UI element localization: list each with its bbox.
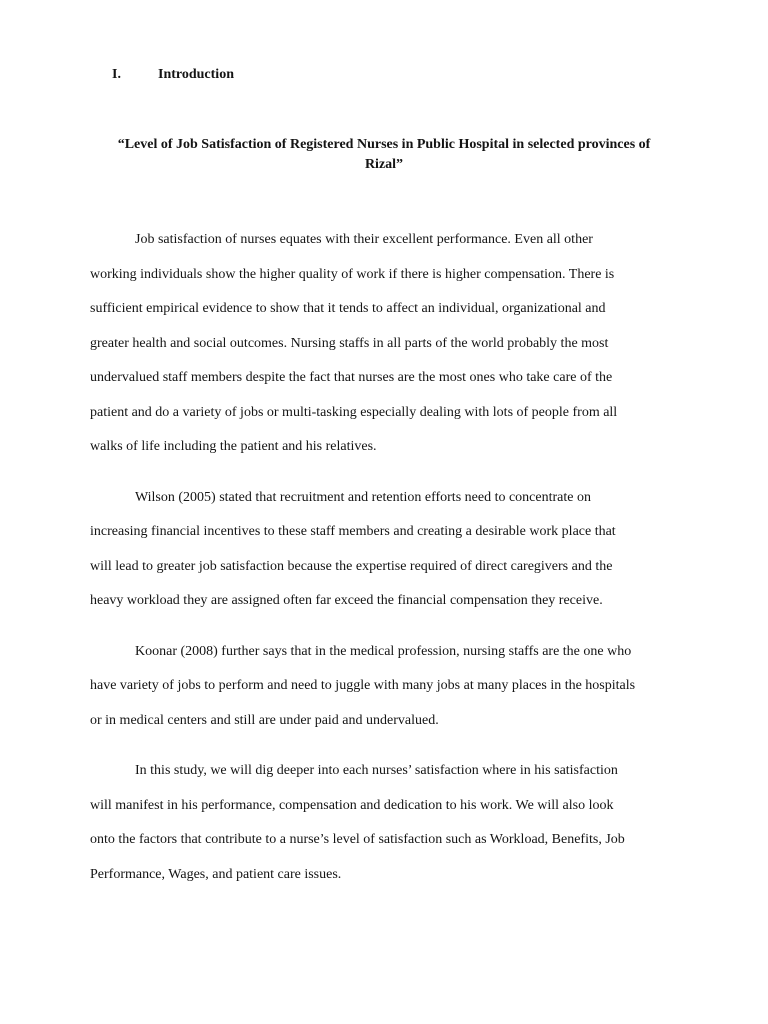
paragraph-line: greater health and social outcomes. Nursing staffs in all parts of the world probably the most bbox=[90, 335, 609, 351]
document-title-line: “Level of Job Satisfaction of Registered Nurses in Public Hospital in selected provinces of bbox=[117, 137, 651, 152]
paragraph-line: sufficient empirical evidence to show that it tends to affect an individual, organizational and bbox=[90, 301, 606, 316]
paragraph bbox=[90, 635, 690, 739]
paragraph bbox=[90, 754, 690, 892]
paragraph-line: will manifest in his performance, compensation and dedication to his work. We will also look bbox=[90, 797, 614, 813]
paragraph-line: Job satisfaction of nurses equates with their excellent performance. Even all other bbox=[135, 232, 593, 247]
document-title bbox=[86, 135, 682, 175]
paragraph-line: have variety of jobs to perform and need to juggle with many jobs at many places in the hospitals bbox=[90, 678, 636, 693]
paragraph-line: In this study, we will dig deeper into each nurses’ satisfaction where in his satisfaction bbox=[135, 763, 618, 778]
paragraph-line: undervalued staff members despite the fact that nurses are the most ones who take care of the bbox=[90, 370, 613, 385]
paragraph-line: will lead to greater job satisfaction because the expertise required of direct caregivers and the bbox=[90, 558, 613, 574]
paragraph-line: walks of life including the patient and his relatives. bbox=[90, 439, 377, 454]
paragraph-line: patient and do a variety of jobs or multi-tasking especially dealing with lots of people from all bbox=[90, 404, 618, 420]
paragraph bbox=[90, 481, 690, 619]
document-title-line: Rizal” bbox=[364, 157, 404, 172]
paragraph-line: heavy workload they are assigned often far exceed the financial compensation they receive. bbox=[90, 593, 603, 608]
paragraph-line: Performance, Wages, and patient care issues. bbox=[90, 866, 342, 882]
paragraph-line: onto the factors that contribute to a nurse’s level of satisfaction such as Workload, Benefits, Job bbox=[90, 832, 625, 847]
section-number: I. bbox=[112, 67, 121, 82]
paragraph-line: Koonar (2008) further says that in the medical profession, nursing staffs are the one who bbox=[135, 643, 632, 659]
paragraph-line: working individuals show the higher quality of work if there is higher compensation. There is bbox=[90, 266, 615, 282]
body-text bbox=[90, 223, 690, 908]
paragraph-line: increasing financial incentives to these staff members and creating a desirable work place that bbox=[90, 524, 616, 539]
section-title: Introduction bbox=[158, 67, 234, 82]
paragraph bbox=[90, 223, 690, 465]
paragraph-line: Wilson (2005) stated that recruitment and retention efforts need to concentrate on bbox=[135, 489, 591, 505]
section-heading bbox=[0, 64, 768, 86]
paragraph-line: or in medical centers and still are under paid and undervalued. bbox=[90, 712, 439, 728]
